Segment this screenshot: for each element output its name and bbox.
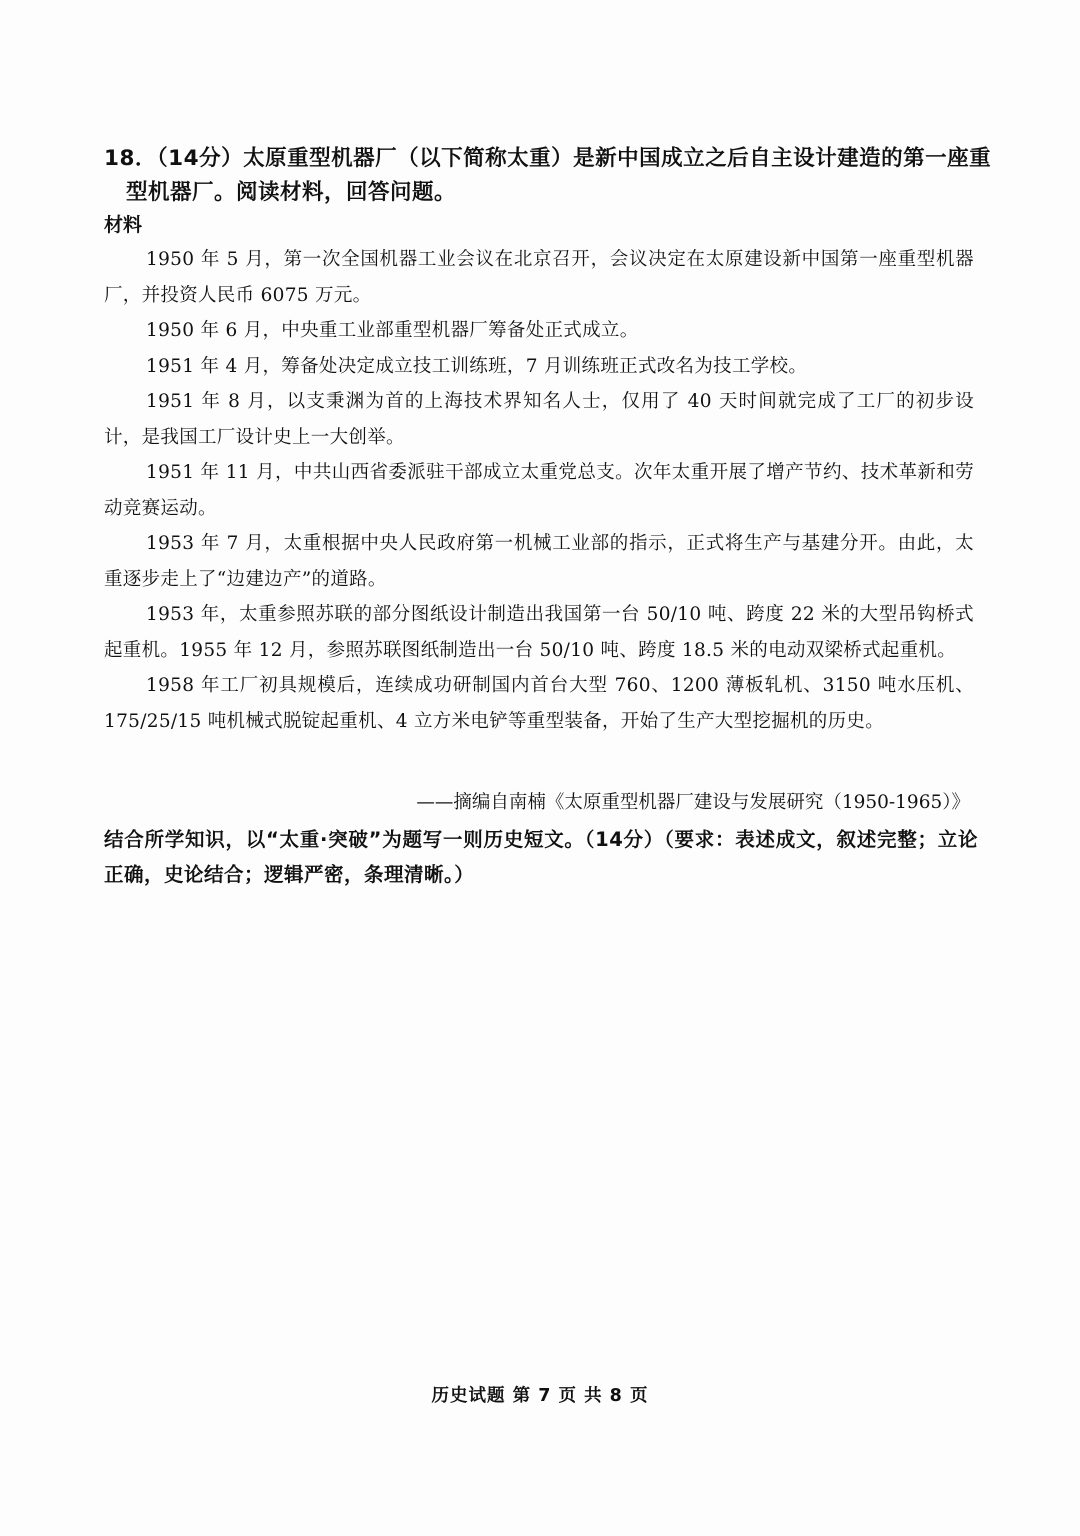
material-paragraph: 1951 年 11 月，中共山西省委派驻干部成立太重党总支。次年太重开展了增产节约、技术革新和劳动竞赛运动。	[104, 462, 974, 519]
material-paragraph: 1950 年 6 月，中央重工业部重型机器厂筹备处正式成立。	[146, 320, 639, 341]
material-paragraphs	[104, 242, 974, 739]
material-paragraph: 1953 年 7 月，太重根据中央人民政府第一机械工业部的指示，正式将生产与基建分开。由此，太重逐步走上了“边建边产”的道路。	[104, 533, 974, 590]
material-paragraph: 1950 年 5 月，第一次全国机器工业会议在北京召开，会议决定在太原建设新中国第一座重型机器厂，并投资人民币 6075 万元。	[104, 249, 974, 306]
question-header	[104, 142, 992, 210]
material-paragraph: 1951 年 4 月，筹备处决定成立技工训练班，7 月训练班正式改名为技工学校。	[146, 355, 808, 377]
material-paragraph: 1953 年，太重参照苏联的部分图纸设计制造出我国第一台 50/10 吨、跨度 22 米的大型吊钩桥式起重机。1955 年 12 月，参照苏联图纸制造出一台 50/10 吨、跨度 18.5 米的电动双梁桥式起重机。	[104, 604, 974, 661]
question-header-line1: 18．（14分）太原重型机器厂（以下简称太重）是新中国成立之后自主设计建造的第一座重	[104, 146, 992, 171]
question-prompt: 结合所学知识，以“太重·突破”为题写一则历史短文。（14分）（要求：表述成文，叙述完整；立论正确，史论结合；逻辑严密，条理清晰。）	[104, 828, 978, 886]
material-paragraph: 1958 年工厂初具规模后，连续成功研制国内首台大型 760、1200 薄板轧机、3150 吨水压机、175/25/15 吨机械式脱锭起重机、4 立方米电铲等重型装备，开始了生产大型挖掘机的历史。	[104, 675, 974, 732]
question-header-line2: 型机器厂。阅读材料，回答问题。	[126, 180, 457, 205]
material-paragraph: 1951 年 8 月，以支秉渊为首的上海技术界知名人士，仅用了 40 天时间就完成了工厂的初步设计，是我国工厂设计史上一大创举。	[104, 391, 974, 448]
material-label: 材料	[104, 214, 143, 236]
source-citation: ——摘编自南楠《太原重型机器厂建设与发展研究（1950-1965）》	[416, 792, 970, 813]
page-footer: 历史试题 第 7 页 共 8 页	[431, 1386, 649, 1406]
